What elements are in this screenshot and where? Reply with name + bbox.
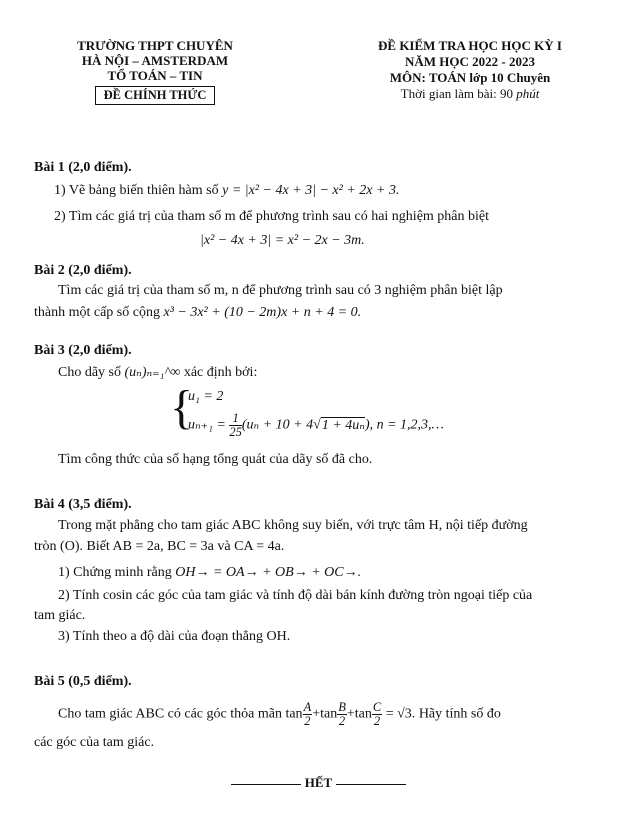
eq2-left: uₙ₊₁ = bbox=[188, 417, 226, 433]
problem-1-q2-formula: |x² − 4x + 3| = x² − 2x − 3m. bbox=[200, 233, 365, 248]
problem-5-text-end: Hãy tính số đo bbox=[418, 706, 501, 722]
department-name: TỔ TOÁN – TIN bbox=[107, 68, 203, 83]
problem-1-q1-formula: y = |x² − 4x + 3| − x² + 2x + 3. bbox=[222, 183, 400, 198]
eq2-mid: (uₙ + 10 + 4 bbox=[241, 417, 314, 433]
tan-a: tan bbox=[285, 706, 303, 722]
frac-two: 2 bbox=[304, 714, 311, 728]
frac-c: C bbox=[372, 700, 382, 714]
plus: + bbox=[346, 706, 355, 722]
problem-3-intro bbox=[58, 364, 257, 381]
duration bbox=[340, 86, 600, 102]
problem-4-line2: tròn (O). Biết AB = 2a, BC = 3a và CA = 4a. bbox=[34, 539, 285, 554]
problem-2-line1: Tìm các giá trị của tham số m, n để phương trình sau có 3 nghiệm phân biệt lập bbox=[58, 283, 503, 298]
exam-header bbox=[340, 38, 600, 102]
system-brace: { bbox=[170, 381, 194, 434]
eq2-right: ), n = 1,2,3,… bbox=[364, 417, 444, 433]
school-header bbox=[40, 38, 270, 105]
sequence-symbol: (uₙ)ₙ₌₁^∞ bbox=[124, 365, 181, 380]
plus: + bbox=[312, 706, 321, 722]
problem-4-q2-line2: tam giác. bbox=[34, 608, 86, 623]
problem-2-formula: x³ − 3x² + (10 − 2m)x + n + 4 = 0. bbox=[163, 305, 362, 320]
problem-5-title: Bài 5 (0,5 điểm). bbox=[34, 674, 132, 689]
problem-4-title: Bài 4 (3,5 điểm). bbox=[34, 497, 132, 512]
problem-5-text-start: Cho tam giác ABC có các góc thỏa mãn bbox=[58, 706, 282, 722]
tan-c: tan bbox=[354, 706, 372, 722]
frac-b: B bbox=[338, 700, 346, 714]
frac-a: A bbox=[303, 700, 312, 714]
problem-4-line1: Trong mặt phẳng cho tam giác ABC không suy biến, với trực tâm H, nội tiếp đường bbox=[58, 518, 528, 533]
problem-4-q3: 3) Tính theo a độ dài của đoạn thẳng OH. bbox=[58, 629, 291, 644]
problem-2-line2 bbox=[34, 305, 361, 321]
fraction-1-25 bbox=[229, 412, 242, 439]
problem-5-line1 bbox=[58, 701, 501, 728]
divider-left bbox=[231, 784, 301, 785]
tan-b: tan bbox=[320, 706, 338, 722]
duration-label: Thời gian làm bài: 90 bbox=[400, 86, 513, 101]
problem-4-q1-text: 1) Chứng minh rằng bbox=[58, 565, 172, 580]
equals-root3: = √3. bbox=[385, 706, 416, 722]
problem-3-title: Bài 3 (2,0 điểm). bbox=[34, 343, 132, 358]
frac-two: 2 bbox=[373, 714, 381, 728]
school-year: NĂM HỌC 2022 - 2023 bbox=[405, 54, 535, 69]
problem-1-q2-text: 2) Tìm các giá trị của tham số m để phương trình sau có hai nghiệm phân biệt bbox=[54, 209, 490, 224]
official-label: ĐỀ CHÍNH THỨC bbox=[95, 86, 216, 105]
eq2-sqrt: 1 + 4uₙ bbox=[321, 417, 365, 433]
fraction-denominator: 25 bbox=[229, 425, 242, 439]
exam-title: ĐỀ KIỂM TRA HỌC HỌC KỲ I bbox=[378, 38, 562, 53]
fraction-b-2 bbox=[337, 701, 347, 728]
problem-3-intro-text: Cho dãy số bbox=[58, 365, 121, 380]
fraction-numerator: 1 bbox=[229, 412, 242, 426]
fraction-a-2 bbox=[303, 701, 313, 728]
recurrence-eq2: uₙ₊₁ = $\frac{1}{25}$ (uₙ + 10 + 4√1 + 4uₙ), n = 1,2,3,… bbox=[188, 411, 444, 439]
frac-two: 2 bbox=[338, 714, 346, 728]
problem-2-line2-text: thành một cấp số cộng bbox=[34, 305, 160, 320]
end-marker bbox=[0, 775, 637, 791]
subject: MÔN: TOÁN lớp 10 Chuyên bbox=[389, 70, 551, 85]
fraction-c-2 bbox=[372, 701, 382, 728]
problem-1-title: Bài 1 (2,0 điểm). bbox=[34, 160, 132, 175]
problem-4-q1 bbox=[58, 565, 361, 581]
end-label: HẾT bbox=[304, 775, 333, 790]
problem-1-q1 bbox=[54, 183, 399, 199]
problem-5-line2: các góc của tam giác. bbox=[34, 735, 155, 750]
problem-3-intro-tail: xác định bởi: bbox=[183, 365, 258, 380]
divider-right bbox=[336, 784, 406, 785]
school-name-line1: TRƯỜNG THPT CHUYÊN bbox=[77, 38, 233, 53]
problem-3-question: Tìm công thức của số hạng tổng quát của dãy số đã cho. bbox=[58, 452, 373, 467]
problem-2-title: Bài 2 (2,0 điểm). bbox=[34, 263, 132, 278]
duration-unit: phút bbox=[516, 86, 540, 101]
problem-4-q2-line1: 2) Tính cosin các góc của tam giác và tính độ dài bán kính đường tròn ngoại tiếp của bbox=[58, 588, 533, 603]
recurrence-eq1: u₁ = 2 bbox=[188, 389, 224, 404]
vector-formula: OH→ = OA→ + OB→ + OC→. bbox=[175, 565, 362, 580]
problem-1-q1-text: 1) Vẽ bảng biến thiên hàm số bbox=[54, 183, 219, 198]
school-name-line2: HÀ NỘI – AMSTERDAM bbox=[81, 53, 229, 68]
